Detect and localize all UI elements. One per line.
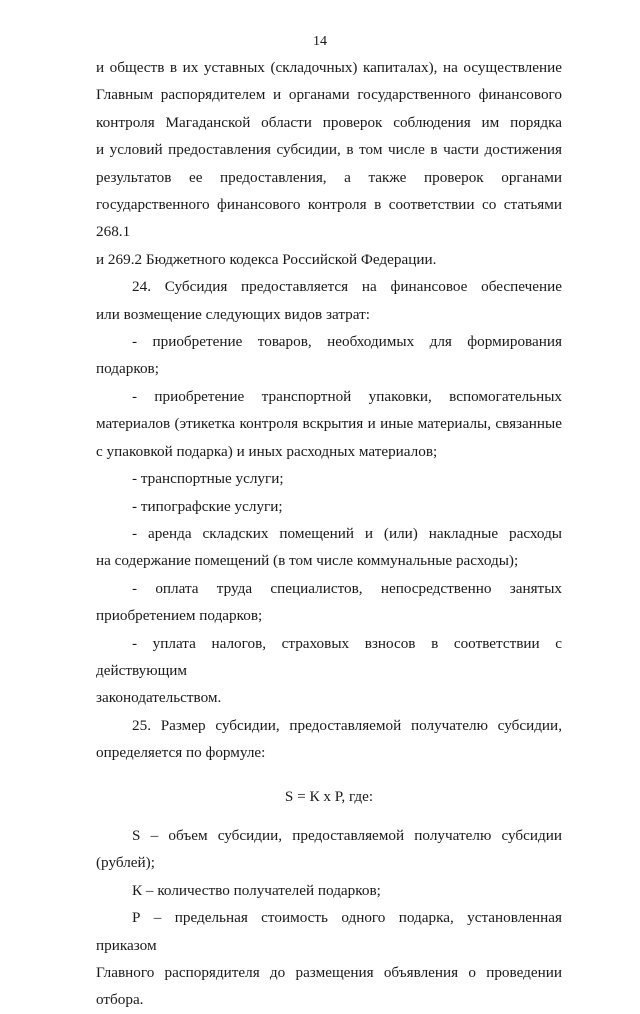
list-item [96, 575, 562, 630]
list-item [96, 328, 562, 383]
text-line: Главным распорядителем и органами государственного финансового [96, 86, 562, 104]
text-line: и обществ в их уставных (складочных) капиталах), на осуществление [96, 59, 562, 76]
text-line: Р – предельная стоимость одного подарка, установленная приказом [96, 909, 562, 954]
paragraph-25 [96, 712, 562, 767]
text-line: 24. Субсидия предоставляется на финансовое обеспечение [132, 278, 562, 296]
text-line: К – количество получателей подарков; [132, 881, 381, 899]
list-item [96, 520, 562, 575]
text-line: - приобретение транспортной упаковки, вспомогательных [132, 387, 562, 405]
text-line: S – объем субсидии, предоставляемой получателю субсидии [132, 826, 562, 844]
text-line: (рублей); [96, 854, 155, 872]
page-number: 14 [313, 34, 327, 49]
text-line: - уплата налогов, страховых взносов в соответствии с действующим [96, 634, 562, 679]
text-line: - типографские услуги; [132, 497, 283, 515]
text-line: - приобретение товаров, необходимых для формирования подарков; [96, 333, 562, 378]
text-line: определяется по формуле: [96, 744, 266, 762]
text-line: и 269.2 Бюджетного кодекса Российской Федерации. [96, 250, 437, 268]
text-line: на содержание помещений (в том числе коммунальные расходы); [96, 552, 519, 570]
formula: S = К х Р, где: [284, 787, 374, 805]
list-item [96, 465, 562, 492]
text-line: - транспортные услуги; [132, 470, 284, 488]
text-line: и условий предоставления субсидии, в том числе в части достижения [96, 141, 562, 159]
text-line: с упаковкой подарка) и иных расходных материалов; [96, 442, 438, 460]
definition-s [96, 822, 562, 877]
paragraph-24 [96, 273, 562, 328]
text-line: - аренда складских помещений и (или) накладные расходы [132, 524, 562, 542]
paragraph-continuation [96, 54, 562, 273]
text-line: 25. Размер субсидии, предоставляемой получателю субсидии, [132, 716, 562, 734]
text-line: приобретением подарков; [96, 607, 263, 625]
definition-k [96, 877, 562, 904]
text-line: государственного финансового контроля в соответствии со статьями 268.1 [96, 196, 562, 241]
definition-p [96, 904, 562, 1014]
list-item [96, 630, 562, 712]
text-line: контроля Магаданской области проверок соблюдения им порядка [96, 113, 562, 131]
text-line: или возмещение следующих видов затрат: [96, 305, 370, 323]
text-line: Главного распорядителя до размещения объявления о проведении отбора. [96, 964, 562, 1009]
list-item [96, 383, 562, 465]
text-line: результатов ее предоставления, а также проверок органами [96, 168, 562, 186]
document-body [96, 54, 562, 1014]
text-line: законодательством. [96, 689, 222, 707]
text-line: материалов (этикетка контроля вскрытия и иные материалы, связанные [96, 415, 562, 433]
text-line: - оплата труда специалистов, непосредственно занятых [132, 579, 562, 597]
list-item [96, 493, 562, 520]
